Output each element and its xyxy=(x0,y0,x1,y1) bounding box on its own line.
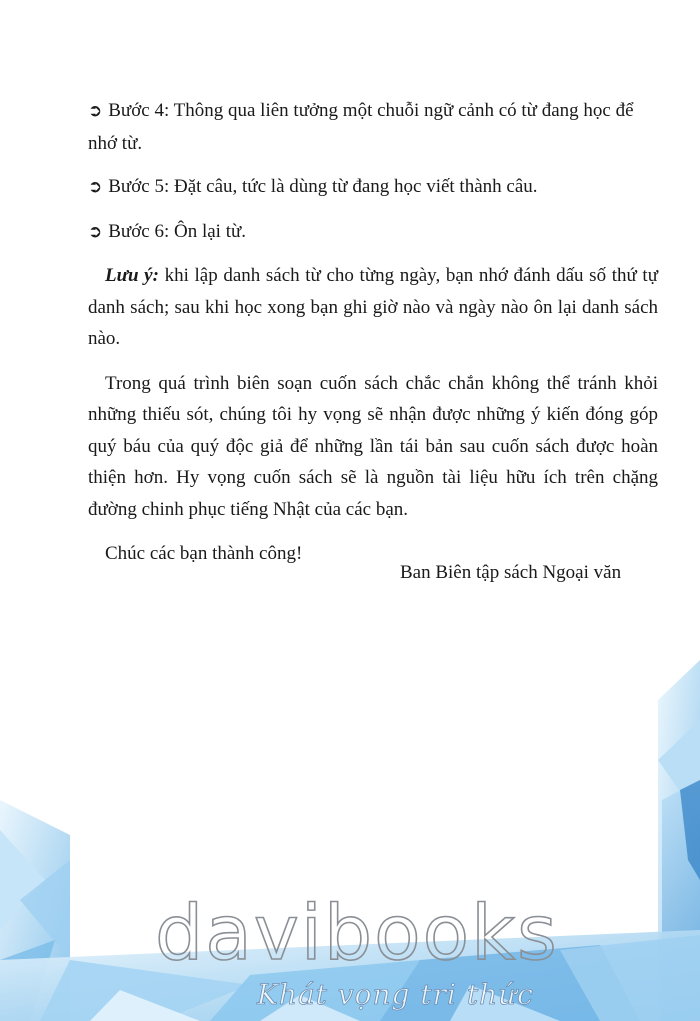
step-item xyxy=(88,216,658,249)
note-label: Lưu ý: xyxy=(105,265,159,286)
closing-line: Chúc các bạn thành công! xyxy=(105,543,303,564)
signature: Ban Biên tập sách Ngoại văn xyxy=(400,562,622,583)
note-paragraph xyxy=(88,260,658,355)
note-text: khi lập danh sách từ cho từng ngày, bạn nhớ đánh dấu số thứ tự danh sách; sau khi học xong bạn ghi giờ nào và ngày nào ôn lại danh sách nào. xyxy=(88,265,658,349)
brand-tagline: Khát vọng tri thức xyxy=(257,978,534,1011)
step-item xyxy=(88,95,658,159)
step-text: Bước 4: Thông qua liên tưởng một chuỗi ngữ cảnh có từ đang học để nhớ từ. xyxy=(88,100,634,154)
brand-name: davibooks xyxy=(155,888,559,977)
main-text xyxy=(88,95,658,570)
body-paragraph: Trong quá trình biên soạn cuốn sách chắc chắn không thể tránh khỏi những thiếu sót, chúng tôi hy vọng sẽ nhận được những ý kiến đóng góp quý báu của quý độc giả để những lần tái bản sau cuốn sách được hoàn thiện hơn. Hy vọng cuốn sách sẽ là nguồn tài liệu hữu ích trên chặng đường chinh phục tiếng Nhật của các bạn. xyxy=(88,372,658,520)
arrow-right-icon: ➲ xyxy=(88,101,103,121)
step-text: Bước 6: Ôn lại từ. xyxy=(108,220,247,242)
step-item xyxy=(88,171,658,204)
arrow-right-icon: ➲ xyxy=(88,221,103,242)
arrow-right-icon: ➲ xyxy=(88,177,103,197)
step-text: Bước 5: Đặt câu, tức là dùng từ đang học viết thành câu. xyxy=(108,176,538,197)
publisher-watermark xyxy=(155,888,559,1018)
